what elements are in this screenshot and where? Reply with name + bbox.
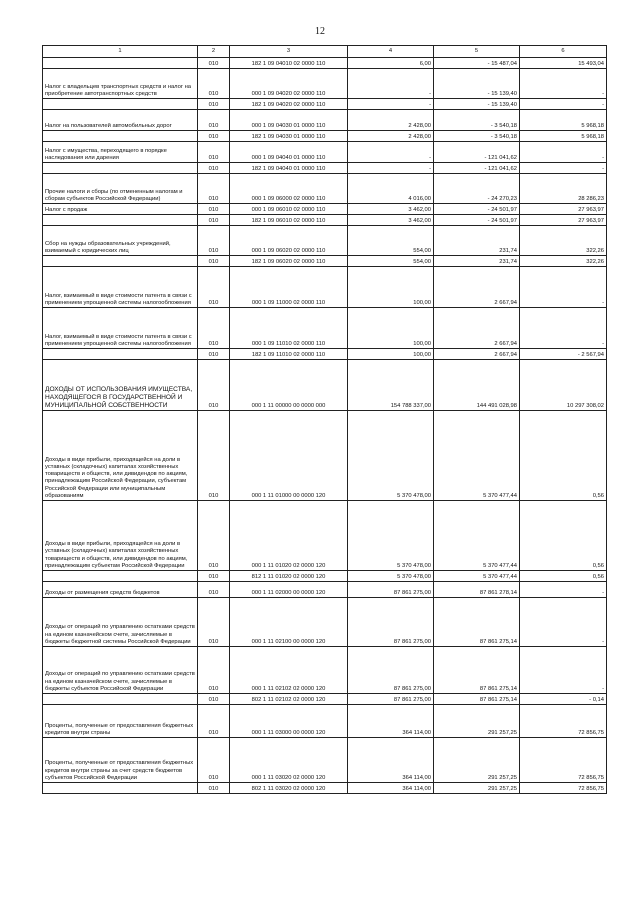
unexecuted-amount-cell: 27 963,97 <box>520 204 607 215</box>
table-row <box>43 174 607 204</box>
table-row <box>43 110 607 131</box>
budget-code-cell: 182 1 09 11010 02 0000 110 <box>230 349 348 360</box>
approved-amount-cell: - <box>348 99 434 110</box>
executed-amount-cell: 2 667,94 <box>434 267 520 308</box>
table-row <box>43 582 607 598</box>
budget-code-cell: 812 1 11 01020 02 0000 120 <box>230 571 348 582</box>
executed-amount-cell: - 121 041,62 <box>434 163 520 174</box>
income-name-cell <box>43 99 198 110</box>
line-code-cell: 010 <box>198 267 230 308</box>
income-name-cell: Доходы от размещения средств бюджетов <box>43 582 198 598</box>
executed-amount-cell: 2 667,94 <box>434 349 520 360</box>
table-row <box>43 694 607 705</box>
budget-code-cell: 000 1 11 02000 00 0000 120 <box>230 582 348 598</box>
executed-amount-cell: 87 861 275,14 <box>434 694 520 705</box>
executed-amount-cell: - 24 270,23 <box>434 174 520 204</box>
income-name-cell <box>43 571 198 582</box>
executed-amount-cell: 2 667,94 <box>434 308 520 349</box>
budget-code-cell: 000 1 09 11010 02 0000 110 <box>230 308 348 349</box>
line-code-cell: 010 <box>198 204 230 215</box>
budget-code-cell: 802 1 11 03020 02 0000 120 <box>230 783 348 794</box>
approved-amount-cell: 364 114,00 <box>348 783 434 794</box>
line-code-cell: 010 <box>198 501 230 571</box>
unexecuted-amount-cell: - <box>520 582 607 598</box>
income-name-cell: Налог, взимаемый в виде стоимости патента в связи с применением упрощенной системы налогообложения <box>43 267 198 308</box>
approved-amount-cell: 5 370 478,00 <box>348 411 434 501</box>
line-code-cell: 010 <box>198 360 230 411</box>
table-row <box>43 267 607 308</box>
approved-amount-cell: 5 370 478,00 <box>348 501 434 571</box>
executed-amount-cell: 231,74 <box>434 226 520 256</box>
income-name-cell: Налог на пользователей автомобильных дорог <box>43 110 198 131</box>
table-row <box>43 360 607 411</box>
page-number: 12 <box>315 26 325 37</box>
line-code-cell: 010 <box>198 215 230 226</box>
line-code-cell: 010 <box>198 349 230 360</box>
income-name-cell <box>43 58 198 69</box>
approved-amount-cell: 4 016,00 <box>348 174 434 204</box>
budget-code-cell: 000 1 11 02102 02 0000 120 <box>230 647 348 694</box>
table-row <box>43 58 607 69</box>
unexecuted-amount-cell: 0,56 <box>520 571 607 582</box>
executed-amount-cell: 231,74 <box>434 256 520 267</box>
income-name-cell: Налог с продаж <box>43 204 198 215</box>
budget-code-cell: 000 1 09 04030 01 0000 110 <box>230 110 348 131</box>
income-name-cell <box>43 694 198 705</box>
column-header: 4 <box>348 46 434 58</box>
budget-code-cell: 182 1 09 04010 02 0000 110 <box>230 58 348 69</box>
executed-amount-cell: - 121 041,62 <box>434 142 520 163</box>
unexecuted-amount-cell: - <box>520 308 607 349</box>
line-code-cell: 010 <box>198 256 230 267</box>
budget-code-cell: 000 1 11 03020 02 0000 120 <box>230 738 348 783</box>
executed-amount-cell: 87 861 278,14 <box>434 582 520 598</box>
line-code-cell: 010 <box>198 142 230 163</box>
income-name-cell <box>43 256 198 267</box>
line-code-cell: 010 <box>198 58 230 69</box>
unexecuted-amount-cell: 72 856,75 <box>520 738 607 783</box>
table-row <box>43 349 607 360</box>
approved-amount-cell: 87 861 275,00 <box>348 694 434 705</box>
line-code-cell: 010 <box>198 582 230 598</box>
unexecuted-amount-cell: - <box>520 267 607 308</box>
table-row <box>43 226 607 256</box>
unexecuted-amount-cell: - <box>520 647 607 694</box>
table-row <box>43 705 607 738</box>
line-code-cell: 010 <box>198 226 230 256</box>
income-name-cell <box>43 215 198 226</box>
table-row <box>43 501 607 571</box>
income-name-cell <box>43 783 198 794</box>
unexecuted-amount-cell: 15 493,04 <box>520 58 607 69</box>
column-header: 3 <box>230 46 348 58</box>
line-code-cell: 010 <box>198 69 230 99</box>
budget-code-cell: 182 1 09 04020 02 0000 110 <box>230 99 348 110</box>
line-code-cell: 010 <box>198 110 230 131</box>
unexecuted-amount-cell: - <box>520 69 607 99</box>
line-code-cell: 010 <box>198 647 230 694</box>
table-row <box>43 598 607 647</box>
income-name-cell: Доходы в виде прибыли, приходящейся на доли в уставных (складочных) капиталах хозяйственных товариществ и обществ, или дивидендов по акциям, принадлежащим Российской Федерации, субъектам Российской Федерации или муниципальным образованиям <box>43 411 198 501</box>
table-row <box>43 142 607 163</box>
table-row <box>43 571 607 582</box>
table-row <box>43 69 607 99</box>
executed-amount-cell: 5 370 477,44 <box>434 501 520 571</box>
executed-amount-cell: 87 861 275,14 <box>434 647 520 694</box>
budget-code-cell: 000 1 11 02100 00 0000 120 <box>230 598 348 647</box>
table-row <box>43 308 607 349</box>
approved-amount-cell: 2 428,00 <box>348 131 434 142</box>
table-row <box>43 215 607 226</box>
unexecuted-amount-cell: 28 286,23 <box>520 174 607 204</box>
approved-amount-cell: 554,00 <box>348 256 434 267</box>
line-code-cell: 010 <box>198 308 230 349</box>
income-name-cell: ДОХОДЫ ОТ ИСПОЛЬЗОВАНИЯ ИМУЩЕСТВА, НАХОДЯЩЕГОСЯ В ГОСУДАРСТВЕННОЙ И МУНИЦИПАЛЬНОЙ СОБСТВЕННОСТИ <box>43 360 198 411</box>
line-code-cell: 010 <box>198 705 230 738</box>
line-code-cell: 010 <box>198 163 230 174</box>
approved-amount-cell: 100,00 <box>348 267 434 308</box>
column-header: 1 <box>43 46 198 58</box>
executed-amount-cell: - 24 501,97 <box>434 204 520 215</box>
budget-code-cell: 000 1 11 00000 00 0000 000 <box>230 360 348 411</box>
approved-amount-cell: 87 861 275,00 <box>348 582 434 598</box>
approved-amount-cell: 364 114,00 <box>348 738 434 783</box>
budget-code-cell: 000 1 11 01000 00 0000 120 <box>230 411 348 501</box>
line-code-cell: 010 <box>198 571 230 582</box>
budget-code-cell: 802 1 11 02102 02 0000 120 <box>230 694 348 705</box>
approved-amount-cell: 154 788 337,00 <box>348 360 434 411</box>
table-row <box>43 783 607 794</box>
unexecuted-amount-cell: 72 856,75 <box>520 783 607 794</box>
executed-amount-cell: - 15 139,40 <box>434 99 520 110</box>
approved-amount-cell: 5 370 478,00 <box>348 571 434 582</box>
executed-amount-cell: - 3 540,18 <box>434 131 520 142</box>
approved-amount-cell: 87 861 275,00 <box>348 598 434 647</box>
income-report-table <box>42 45 607 794</box>
unexecuted-amount-cell: 0,56 <box>520 501 607 571</box>
table-row <box>43 256 607 267</box>
income-name-cell: Доходы в виде прибыли, приходящейся на доли в уставных (складочных) капиталах хозяйственных товариществ и обществ, или дивидендов по акциям, принадлежащим субъектам Российской Федерации <box>43 501 198 571</box>
unexecuted-amount-cell: 10 297 308,02 <box>520 360 607 411</box>
column-header: 5 <box>434 46 520 58</box>
income-name-cell: Доходы от операций по управлению остатками средств на едином казначейском счете, зачисляемые в бюджеты субъектов Российской Федерации <box>43 647 198 694</box>
income-name-cell: Прочие налоги и сборы (по отмененным налогам и сборам субъектов Российской Федерации) <box>43 174 198 204</box>
executed-amount-cell: 291 257,25 <box>434 705 520 738</box>
executed-amount-cell: 5 370 477,44 <box>434 411 520 501</box>
table-row <box>43 647 607 694</box>
line-code-cell: 010 <box>198 411 230 501</box>
approved-amount-cell: 100,00 <box>348 349 434 360</box>
approved-amount-cell: 554,00 <box>348 226 434 256</box>
income-name-cell: Налог с имущества, переходящего в порядке наследования или дарения <box>43 142 198 163</box>
line-code-cell: 010 <box>198 694 230 705</box>
approved-amount-cell: 3 462,00 <box>348 215 434 226</box>
executed-amount-cell: - 3 540,18 <box>434 110 520 131</box>
executed-amount-cell: - 24 501,97 <box>434 215 520 226</box>
table-row <box>43 131 607 142</box>
income-name-cell: Проценты, полученные от предоставления бюджетных кредитов внутри страны <box>43 705 198 738</box>
table-row <box>43 99 607 110</box>
approved-amount-cell: 3 462,00 <box>348 204 434 215</box>
income-name-cell <box>43 349 198 360</box>
income-name-cell: Доходы от операций по управлению остатками средств на едином казначейском счете, зачисляемые в бюджеты бюджетной системы Российской Федерации <box>43 598 198 647</box>
executed-amount-cell: - 15 139,40 <box>434 69 520 99</box>
table-row <box>43 411 607 501</box>
unexecuted-amount-cell: 5 968,18 <box>520 131 607 142</box>
budget-code-cell: 000 1 09 06010 02 0000 110 <box>230 204 348 215</box>
column-header: 6 <box>520 46 607 58</box>
income-name-cell: Проценты, полученные от предоставления бюджетных кредитов внутри страны за счет средств бюджетов субъектов Российской Федерации <box>43 738 198 783</box>
approved-amount-cell: - <box>348 163 434 174</box>
budget-code-cell: 000 1 09 04020 02 0000 110 <box>230 69 348 99</box>
header-row <box>43 46 607 58</box>
budget-code-cell: 000 1 09 11000 02 0000 110 <box>230 267 348 308</box>
executed-amount-cell: 5 370 477,44 <box>434 571 520 582</box>
budget-code-cell: 182 1 09 06010 02 0000 110 <box>230 215 348 226</box>
income-name-cell <box>43 163 198 174</box>
income-name-cell <box>43 131 198 142</box>
approved-amount-cell: - <box>348 69 434 99</box>
line-code-cell: 010 <box>198 131 230 142</box>
income-name-cell: Налог, взимаемый в виде стоимости патента в связи с применением упрощенной системы налогообложения <box>43 308 198 349</box>
executed-amount-cell: 144 491 028,98 <box>434 360 520 411</box>
table-row <box>43 163 607 174</box>
unexecuted-amount-cell: - 0,14 <box>520 694 607 705</box>
budget-code-cell: 182 1 09 06020 02 0000 110 <box>230 256 348 267</box>
line-code-cell: 010 <box>198 99 230 110</box>
executed-amount-cell: 291 257,25 <box>434 738 520 783</box>
unexecuted-amount-cell: - <box>520 163 607 174</box>
approved-amount-cell: 87 861 275,00 <box>348 647 434 694</box>
unexecuted-amount-cell: 27 963,97 <box>520 215 607 226</box>
unexecuted-amount-cell: 0,56 <box>520 411 607 501</box>
budget-code-cell: 182 1 09 04030 01 0000 110 <box>230 131 348 142</box>
budget-code-cell: 182 1 09 04040 01 0000 110 <box>230 163 348 174</box>
approved-amount-cell: 6,00 <box>348 58 434 69</box>
executed-amount-cell: 291 257,25 <box>434 783 520 794</box>
table-row <box>43 738 607 783</box>
budget-code-cell: 000 1 09 06020 02 0000 110 <box>230 226 348 256</box>
unexecuted-amount-cell: - <box>520 142 607 163</box>
unexecuted-amount-cell: - 2 567,94 <box>520 349 607 360</box>
budget-code-cell: 000 1 09 06000 02 0000 110 <box>230 174 348 204</box>
approved-amount-cell: 364 114,00 <box>348 705 434 738</box>
unexecuted-amount-cell: 322,26 <box>520 256 607 267</box>
unexecuted-amount-cell: - <box>520 99 607 110</box>
executed-amount-cell: 87 861 275,14 <box>434 598 520 647</box>
income-name-cell: Налог с владельцев транспортных средств и налог на приобретение автотранспортных средств <box>43 69 198 99</box>
executed-amount-cell: - 15 487,04 <box>434 58 520 69</box>
line-code-cell: 010 <box>198 174 230 204</box>
budget-code-cell: 000 1 09 04040 01 0000 110 <box>230 142 348 163</box>
column-header: 2 <box>198 46 230 58</box>
unexecuted-amount-cell: 72 856,75 <box>520 705 607 738</box>
approved-amount-cell: - <box>348 142 434 163</box>
approved-amount-cell: 100,00 <box>348 308 434 349</box>
income-name-cell: Сбор на нужды образовательных учреждений, взимаемый с юридических лиц <box>43 226 198 256</box>
budget-code-cell: 000 1 11 01020 02 0000 120 <box>230 501 348 571</box>
approved-amount-cell: 2 428,00 <box>348 110 434 131</box>
unexecuted-amount-cell: 322,26 <box>520 226 607 256</box>
line-code-cell: 010 <box>198 783 230 794</box>
table-row <box>43 204 607 215</box>
line-code-cell: 010 <box>198 738 230 783</box>
line-code-cell: 010 <box>198 598 230 647</box>
unexecuted-amount-cell: - <box>520 598 607 647</box>
unexecuted-amount-cell: 5 968,18 <box>520 110 607 131</box>
budget-code-cell: 000 1 11 03000 00 0000 120 <box>230 705 348 738</box>
